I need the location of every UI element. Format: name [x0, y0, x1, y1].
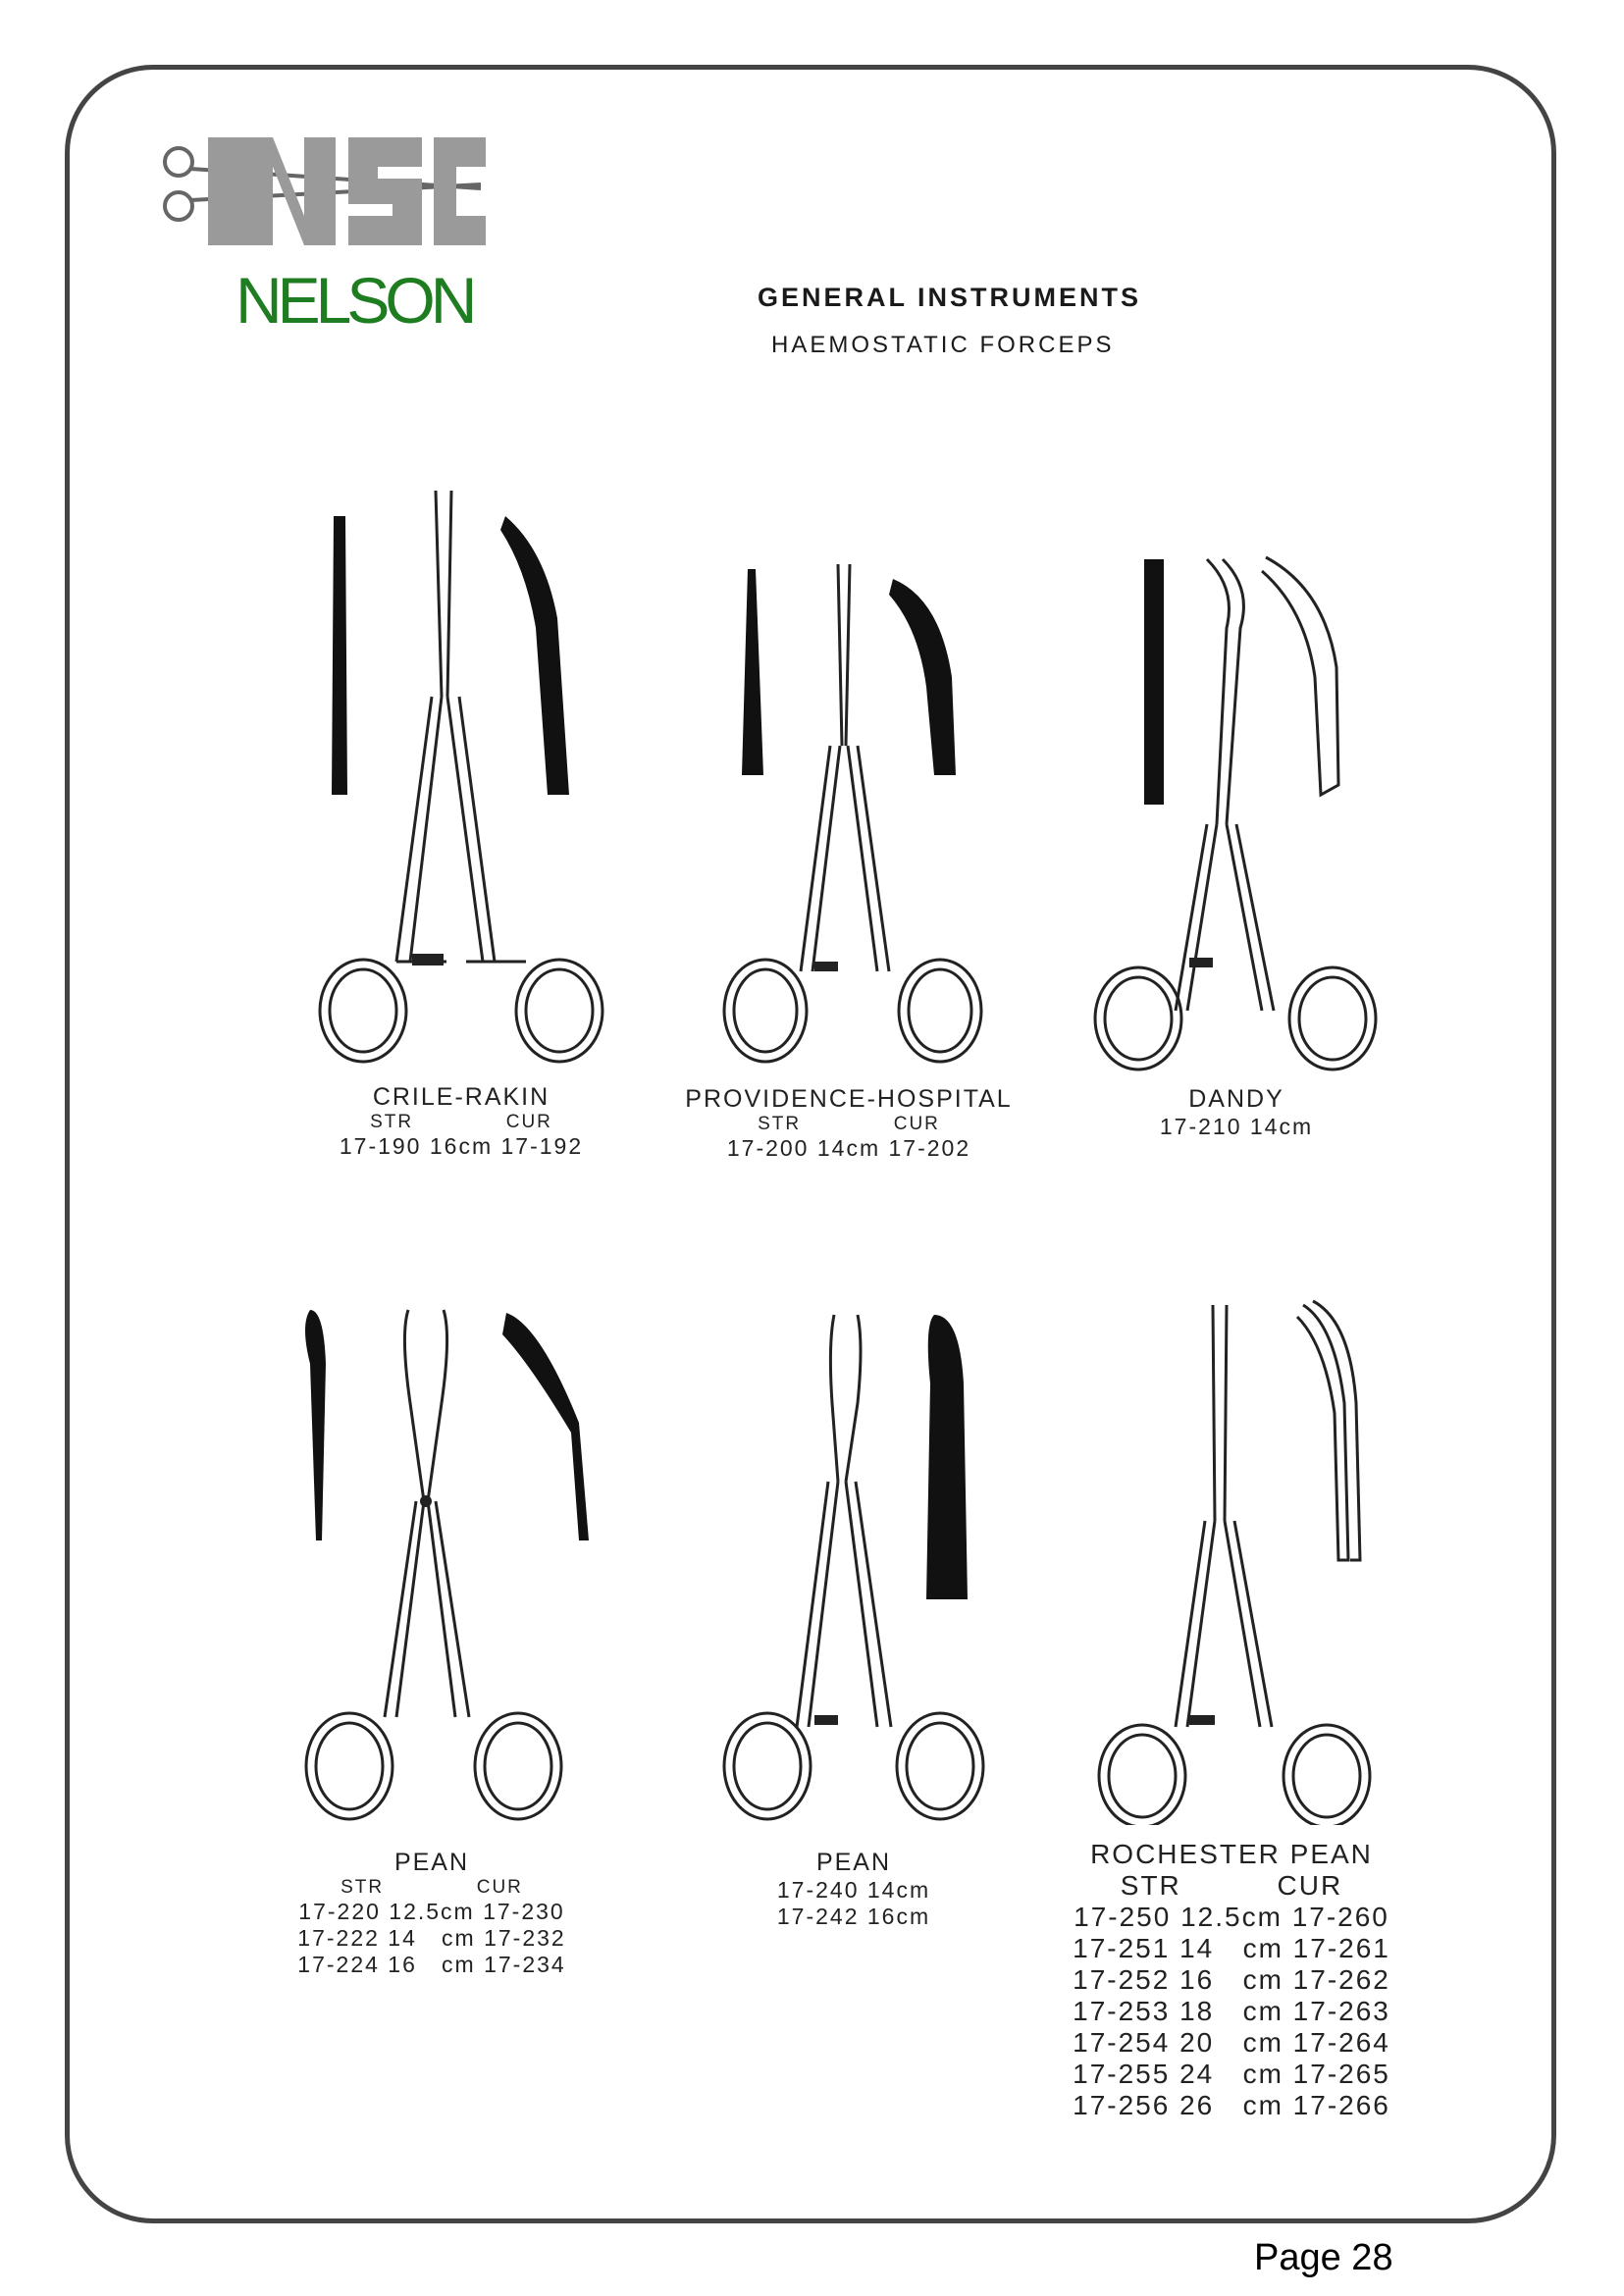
page-number: Page 28: [1254, 2237, 1393, 2278]
scissors-logo-icon: [157, 128, 491, 255]
providence-hospital-forceps-illustration: [716, 559, 991, 1070]
section-title: GENERAL INSTRUMENTS: [758, 283, 1142, 312]
catalog-row: 17-222 14 cm 17-232: [297, 1925, 566, 1951]
catalog-row: 17-242 16cm: [776, 1904, 931, 1929]
rochester-pean-forceps-illustration: [1079, 1295, 1393, 1825]
column-headers: STR CUR: [370, 1112, 552, 1132]
catalog-row: 17-240 14cm: [776, 1877, 931, 1903]
pean-forceps-illustration: [707, 1305, 1001, 1835]
instrument-caption-pean: [736, 1849, 971, 1930]
catalog-row: 17-210 14cm: [1159, 1114, 1314, 1139]
instrument-caption-dandy: [1109, 1085, 1364, 1140]
section-subtitle: HAEMOSTATIC FORCEPS: [771, 332, 1115, 358]
instrument-name: DANDY: [1188, 1085, 1284, 1113]
catalog-row: 17-224 16 cm 17-234: [297, 1952, 566, 1977]
instrument-name: CRILE-RAKIN: [372, 1083, 550, 1111]
instrument-caption-pean-str-cur: [275, 1849, 589, 1978]
dandy-forceps-illustration: [1079, 549, 1403, 1079]
instrument-name: PEAN: [815, 1849, 892, 1876]
column-headers: STR CUR: [758, 1114, 940, 1134]
instrument-name: ROCHESTER PEAN: [1090, 1839, 1373, 1869]
catalog-row: 17-220 12.5cm 17-230: [298, 1899, 565, 1924]
catalog-row: 17-200 14cm 17-202: [726, 1135, 971, 1161]
catalog-row: 17-252 16 cm 17-262: [1073, 1964, 1390, 1995]
catalog-row: 17-190 16cm 17-192: [339, 1133, 584, 1159]
catalog-row: 17-251 14 cm 17-261: [1073, 1933, 1390, 1963]
catalog-row: 17-250 12.5cm 17-260: [1074, 1902, 1389, 1932]
instrument-caption-crile-rakin: [294, 1083, 628, 1160]
instrument-caption-providence-hospital: [677, 1085, 1021, 1162]
instrument-name: PEAN: [393, 1849, 470, 1876]
crile-rakin-forceps-illustration: [294, 481, 628, 1079]
catalog-row: 17-255 24 cm 17-265: [1073, 2059, 1390, 2089]
catalog-row: 17-256 26 cm 17-266: [1073, 2090, 1390, 2120]
catalog-row: 17-253 18 cm 17-263: [1073, 1996, 1390, 2026]
nsc-logo: [157, 128, 491, 260]
pean-str-cur-forceps-illustration: [294, 1305, 608, 1835]
catalog-row: 17-254 20 cm 17-264: [1073, 2027, 1390, 2058]
nelson-wordmark: NELSON: [236, 264, 473, 337]
instrument-name: PROVIDENCE-HOSPITAL: [685, 1085, 1013, 1113]
column-headers: STR CUR: [1120, 1870, 1343, 1901]
instrument-caption-rochester-pean: [1050, 1839, 1413, 2121]
column-headers: STR CUR: [341, 1877, 523, 1898]
